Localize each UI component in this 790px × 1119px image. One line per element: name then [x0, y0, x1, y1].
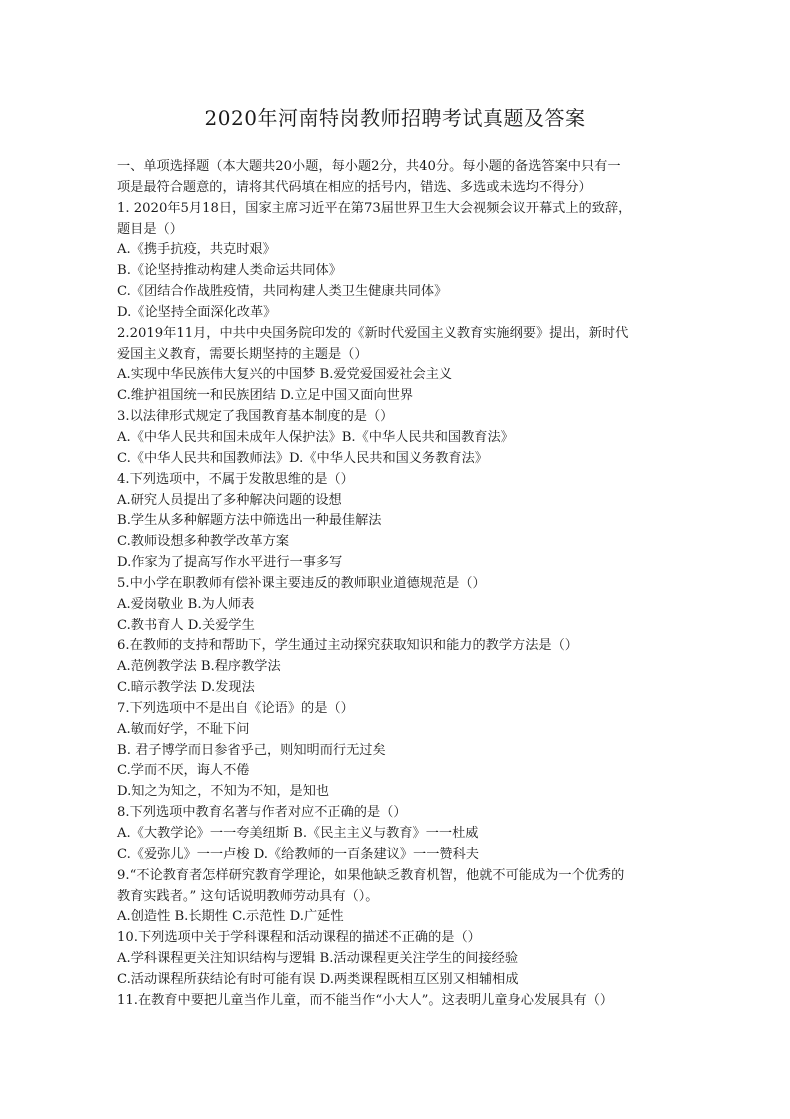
text-line: 5.中小学在职教师有偿补课主要违反的教师职业道德规范是（）	[117, 575, 486, 591]
text-line: 7.下列选项中不是出自《论语》的是（）	[117, 700, 354, 716]
text-line: A.实现中华民族伟大复兴的中国梦 B.爱党爱国爱社会主义	[117, 367, 453, 383]
text-line: A.《大教学论》一一夸美纽斯 B.《民主主义与教育》一一杜威	[117, 826, 479, 841]
document-title: 2020年河南特岗教师招聘考试真题及答案	[204, 106, 586, 130]
text-line: C.学而不厌，诲人不倦	[117, 763, 250, 779]
text-line: 1. 2020年5月18日，国家主席习近平在第73届世界卫生大会视频会议开幕式上的致辞，	[117, 200, 632, 216]
text-line: B.学生从多种解题方法中筛选出一种最佳解法	[117, 513, 382, 529]
text-line: 6.在教师的支持和帮助下，学生通过主动探究获取知识和能力的教学方法是（）	[117, 638, 578, 654]
text-line: A.创造性 B.长期性 C.示范性 D.广延性	[117, 909, 344, 925]
document-body	[117, 157, 677, 1012]
text-line: A.《中华人民共和国未成年人保护法》B.《中华人民共和国教育法》	[117, 429, 514, 445]
text-line: A.爱岗敬业 B.为人师表	[117, 596, 255, 612]
text-line: A.范例教学法 B.程序教学法	[117, 659, 281, 675]
text-line: D.知之为知之，不知为不知，是知也	[117, 784, 330, 800]
text-line: B. 君子博学而日参省乎己，则知明而行无过矣	[117, 742, 386, 758]
text-line: 题目是（）	[117, 221, 183, 237]
text-line: 一、单项选择题（本大题共20小题，每小题2分，共40分。每小题的备选答案中只有一	[117, 159, 621, 174]
text-line: A.敏而好学，不耻下问	[117, 721, 250, 737]
text-line: C.暗示教学法 D.发现法	[117, 680, 255, 696]
text-line: C.活动课程所获结论有时可能有误 D.两类课程既相互区别又相辅相成	[117, 971, 519, 987]
text-line: D.《论坚持全面深化改革》	[117, 304, 277, 320]
text-line: 教育实践者。” 这句话说明教师劳动具有（）。	[117, 888, 379, 904]
text-line: 3.以法律形式规定了我国教育基本制度的是（）	[117, 409, 394, 425]
text-line: C.《爱弥儿》一一卢梭 D.《给教师的一百条建议》一一赞科夫	[117, 846, 479, 862]
text-line: C.维护祖国统一和民族团结 D.立足中国又面向世界	[117, 388, 414, 404]
text-line: 爱国主义教育，需要长期坚持的主题是（）	[117, 346, 368, 362]
text-line: 10.下列选项中关于学科课程和活动课程的描述不正确的是（）	[117, 930, 481, 946]
text-line: 11.在教育中要把儿童当作儿童，而不能当作“小大人”。这表明儿童身心发展具有（）	[117, 992, 614, 1008]
text-line: 4.下列选项中，不属于发散思维的是（）	[117, 471, 354, 487]
text-line: D.作家为了提高写作水平进行一事多写	[117, 555, 343, 571]
text-line: C.《中华人民共和国教师法》D.《中华人民共和国义务教育法》	[117, 450, 488, 466]
text-line: A.研究人员提出了多种解决问题的设想	[117, 492, 342, 508]
text-line: A.学科课程更关注知识结构与逻辑 B.活动课程更关注学生的间接经验	[117, 951, 519, 967]
text-line: A.《携手抗疫，共克时艰》	[117, 242, 276, 258]
text-line: B.《论坚持推动构建人类命运共同体》	[117, 263, 342, 279]
text-line: 8.下列选项中教育名著与作者对应不正确的是（）	[117, 805, 407, 821]
text-line: C.教书育人 D.关爱学生	[117, 617, 255, 633]
text-line: 2.2019年11月，中共中央国务院印发的《新时代爱国主义教育实施纲要》提出，新时代	[117, 325, 629, 341]
text-line: C.《团结合作战胜疫情，共同构建人类卫生健康共同体》	[117, 284, 448, 300]
text-line: 项是最符合题意的，请将其代码填在相应的括号内，错选、多选或未选均不得分）	[117, 179, 592, 195]
text-line: C.教师设想多种教学改革方案	[117, 534, 290, 550]
text-line: 9.“不论教育者怎样研究教育学理论，如果他缺乏教育机智，他就不可能成为一个优秀的	[117, 867, 625, 883]
